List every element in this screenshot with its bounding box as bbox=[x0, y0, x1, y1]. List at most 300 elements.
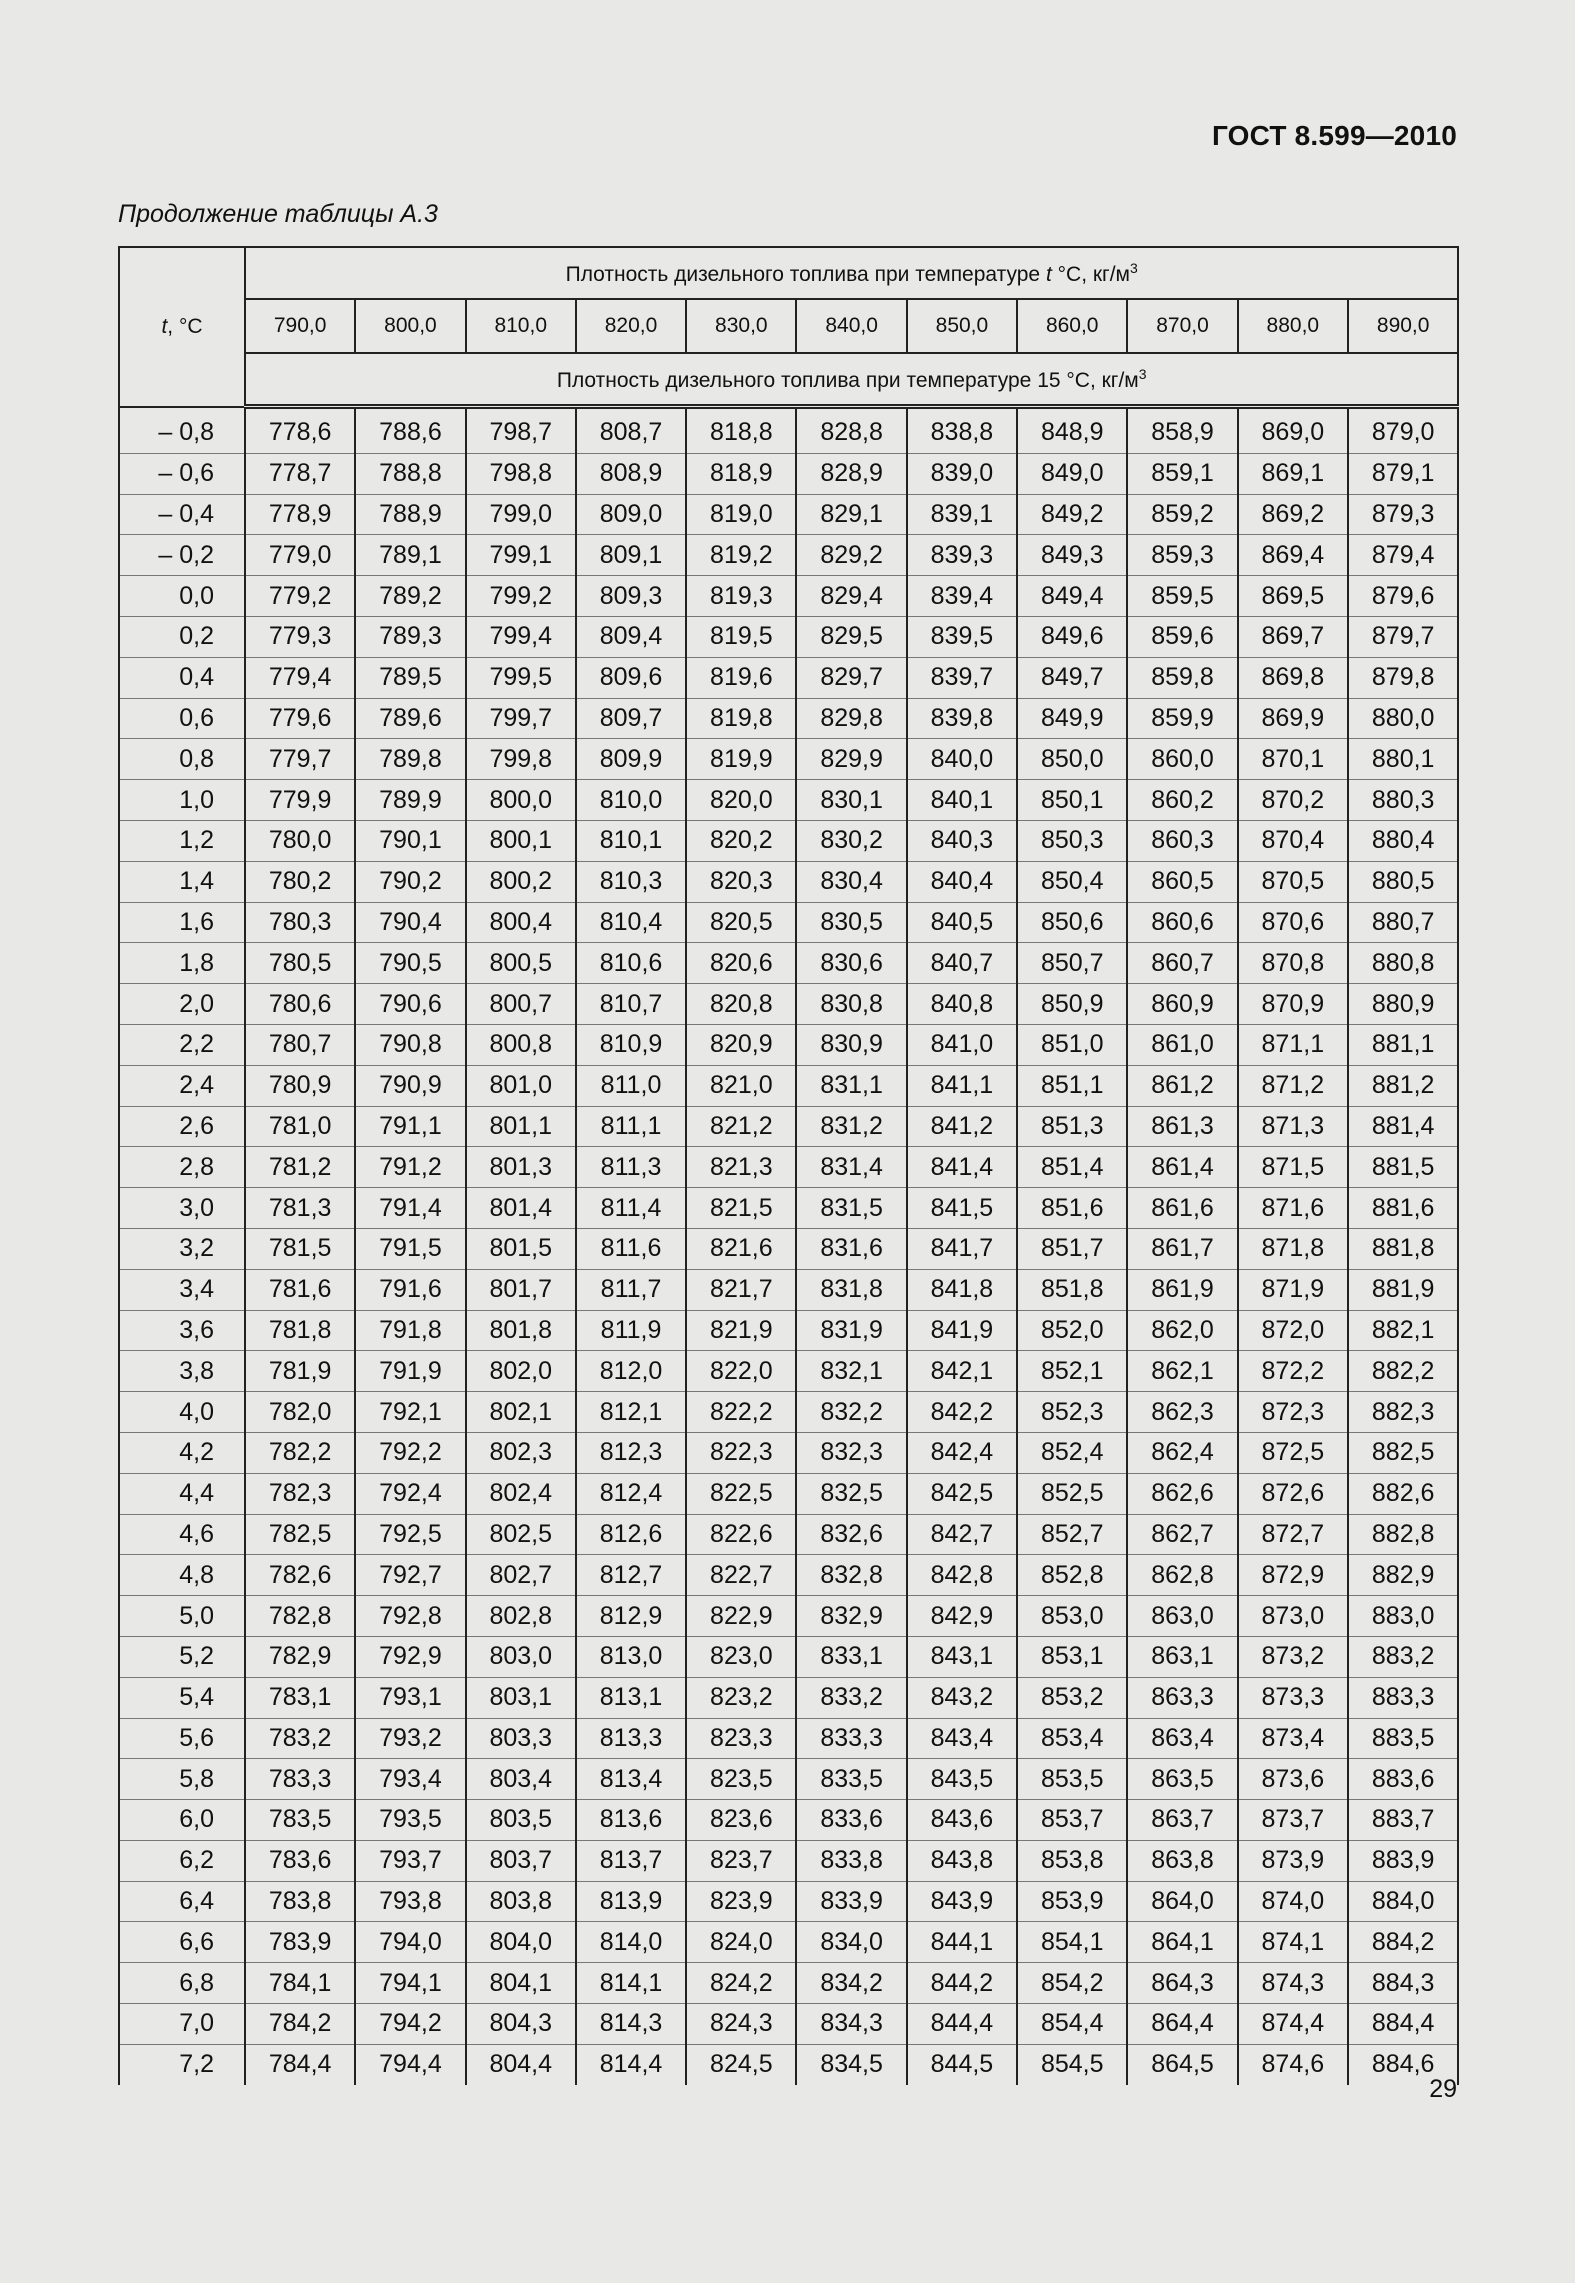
density-cell: 822,2 bbox=[686, 1392, 796, 1433]
column-header-density: 850,0 bbox=[907, 299, 1017, 353]
table-row bbox=[119, 1432, 1458, 1473]
density-cell: 790,4 bbox=[355, 902, 465, 943]
density-cell: 812,1 bbox=[576, 1392, 686, 1433]
density-cell: 842,1 bbox=[907, 1351, 1017, 1392]
density-cell: 861,4 bbox=[1127, 1147, 1237, 1188]
density-cell: 801,5 bbox=[466, 1228, 576, 1269]
density-cell: 838,8 bbox=[907, 407, 1017, 454]
density-cell: 840,5 bbox=[907, 902, 1017, 943]
temperature-cell: 7,0 bbox=[119, 2004, 245, 2045]
table-row bbox=[119, 535, 1458, 576]
density-cell: 834,3 bbox=[796, 2004, 906, 2045]
density-cell: 792,5 bbox=[355, 1514, 465, 1555]
density-cell: 804,1 bbox=[466, 1963, 576, 2004]
density-cell: 810,9 bbox=[576, 1024, 686, 1065]
density-cell: 811,9 bbox=[576, 1310, 686, 1351]
density-cell: 793,5 bbox=[355, 1800, 465, 1841]
table-row bbox=[119, 1636, 1458, 1677]
density-cell: 780,3 bbox=[245, 902, 355, 943]
temperature-cell: 3,0 bbox=[119, 1188, 245, 1229]
density-at-t-header: Плотность дизельного топлива при температуре t °C, $кг/м^3$ bbox=[245, 247, 1458, 299]
density-cell: 780,6 bbox=[245, 984, 355, 1025]
table-row bbox=[119, 698, 1458, 739]
density-cell: 830,2 bbox=[796, 820, 906, 861]
temperature-cell: 0,6 bbox=[119, 698, 245, 739]
density-cell: 803,8 bbox=[466, 1881, 576, 1922]
density-cell: 870,4 bbox=[1238, 820, 1348, 861]
table-row bbox=[119, 1351, 1458, 1392]
density-cell: 812,6 bbox=[576, 1514, 686, 1555]
density-cell: 850,4 bbox=[1017, 861, 1127, 902]
table-row bbox=[119, 616, 1458, 657]
density-cell: 854,4 bbox=[1017, 2004, 1127, 2045]
density-cell: 779,4 bbox=[245, 657, 355, 698]
density-cell: 824,0 bbox=[686, 1922, 796, 1963]
density-cell: 881,4 bbox=[1348, 1106, 1458, 1147]
density-cell: 880,3 bbox=[1348, 780, 1458, 821]
density-cell: 792,4 bbox=[355, 1473, 465, 1514]
density-cell: 853,0 bbox=[1017, 1596, 1127, 1637]
temperature-cell: 2,8 bbox=[119, 1147, 245, 1188]
density-cell: 801,0 bbox=[466, 1065, 576, 1106]
density-cell: 873,6 bbox=[1238, 1759, 1348, 1800]
density-cell: 851,6 bbox=[1017, 1188, 1127, 1229]
density-cell: 792,8 bbox=[355, 1596, 465, 1637]
table-row bbox=[119, 1800, 1458, 1841]
density-cell: 832,2 bbox=[796, 1392, 906, 1433]
density-cell: 852,1 bbox=[1017, 1351, 1127, 1392]
density-cell: 803,3 bbox=[466, 1718, 576, 1759]
density-cell: 778,9 bbox=[245, 494, 355, 535]
temperature-cell: – 0,8 bbox=[119, 407, 245, 454]
density-cell: 839,5 bbox=[907, 616, 1017, 657]
density-cell: 839,8 bbox=[907, 698, 1017, 739]
density-cell: 843,8 bbox=[907, 1840, 1017, 1881]
density-cell: 849,4 bbox=[1017, 576, 1127, 617]
density-cell: 779,7 bbox=[245, 739, 355, 780]
column-header-density: 890,0 bbox=[1348, 299, 1458, 353]
density-cell: 792,9 bbox=[355, 1636, 465, 1677]
column-header-density: 860,0 bbox=[1017, 299, 1127, 353]
density-cell: 822,5 bbox=[686, 1473, 796, 1514]
density-cell: 861,0 bbox=[1127, 1024, 1237, 1065]
density-cell: 850,9 bbox=[1017, 984, 1127, 1025]
density-cell: 880,4 bbox=[1348, 820, 1458, 861]
density-cell: 839,0 bbox=[907, 453, 1017, 494]
temperature-cell: 6,0 bbox=[119, 1800, 245, 1841]
table-row bbox=[119, 2004, 1458, 2045]
density-cell: 853,2 bbox=[1017, 1677, 1127, 1718]
density-cell: 791,4 bbox=[355, 1188, 465, 1229]
density-cell: 780,0 bbox=[245, 820, 355, 861]
density-cell: 799,7 bbox=[466, 698, 576, 739]
density-cell: 781,9 bbox=[245, 1351, 355, 1392]
density-cell: 830,8 bbox=[796, 984, 906, 1025]
density-cell: 819,0 bbox=[686, 494, 796, 535]
density-cell: 820,0 bbox=[686, 780, 796, 821]
density-cell: 799,4 bbox=[466, 616, 576, 657]
column-header-density: 820,0 bbox=[576, 299, 686, 353]
density-cell: 831,4 bbox=[796, 1147, 906, 1188]
density-cell: 813,9 bbox=[576, 1881, 686, 1922]
density-cell: 813,7 bbox=[576, 1840, 686, 1881]
density-cell: 800,4 bbox=[466, 902, 576, 943]
density-cell: 860,6 bbox=[1127, 902, 1237, 943]
density-cell: 783,9 bbox=[245, 1922, 355, 1963]
density-cell: 859,2 bbox=[1127, 494, 1237, 535]
density-cell: 863,3 bbox=[1127, 1677, 1237, 1718]
table-row bbox=[119, 820, 1458, 861]
density-cell: 881,6 bbox=[1348, 1188, 1458, 1229]
density-cell: 790,5 bbox=[355, 943, 465, 984]
density-cell: 810,6 bbox=[576, 943, 686, 984]
density-cell: 832,3 bbox=[796, 1432, 906, 1473]
table-row bbox=[119, 1718, 1458, 1759]
density-cell: 794,0 bbox=[355, 1922, 465, 1963]
temperature-cell: 2,4 bbox=[119, 1065, 245, 1106]
density-cell: 803,1 bbox=[466, 1677, 576, 1718]
density-cell: 849,2 bbox=[1017, 494, 1127, 535]
density-cell: 853,9 bbox=[1017, 1881, 1127, 1922]
table-row bbox=[119, 407, 1458, 454]
density-cell: 869,2 bbox=[1238, 494, 1348, 535]
density-cell: 849,7 bbox=[1017, 657, 1127, 698]
density-cell: 789,3 bbox=[355, 616, 465, 657]
density-cell: 844,4 bbox=[907, 2004, 1017, 2045]
temperature-cell: 2,0 bbox=[119, 984, 245, 1025]
density-cell: 872,5 bbox=[1238, 1432, 1348, 1473]
density-cell: 834,0 bbox=[796, 1922, 906, 1963]
density-cell: 864,3 bbox=[1127, 1963, 1237, 2004]
density-cell: 802,1 bbox=[466, 1392, 576, 1433]
density-cell: 809,9 bbox=[576, 739, 686, 780]
density-cell: 833,8 bbox=[796, 1840, 906, 1881]
table-row bbox=[119, 1269, 1458, 1310]
density-cell: 881,1 bbox=[1348, 1024, 1458, 1065]
density-cell: 782,2 bbox=[245, 1432, 355, 1473]
density-cell: 851,8 bbox=[1017, 1269, 1127, 1310]
temperature-cell: 5,4 bbox=[119, 1677, 245, 1718]
density-cell: 841,8 bbox=[907, 1269, 1017, 1310]
density-cell: 861,3 bbox=[1127, 1106, 1237, 1147]
density-cell: 844,2 bbox=[907, 1963, 1017, 2004]
density-cell: 870,9 bbox=[1238, 984, 1348, 1025]
density-cell: 884,6 bbox=[1348, 2044, 1458, 2084]
density-cell: 853,4 bbox=[1017, 1718, 1127, 1759]
density-cell: 883,3 bbox=[1348, 1677, 1458, 1718]
density-cell: 872,9 bbox=[1238, 1555, 1348, 1596]
density-cell: 779,9 bbox=[245, 780, 355, 821]
density-cell: 862,0 bbox=[1127, 1310, 1237, 1351]
temperature-cell: 1,8 bbox=[119, 943, 245, 984]
density-cell: 822,7 bbox=[686, 1555, 796, 1596]
density-cell: 883,0 bbox=[1348, 1596, 1458, 1637]
table-row bbox=[119, 1228, 1458, 1269]
density-cell: 804,4 bbox=[466, 2044, 576, 2084]
density-cell: 829,7 bbox=[796, 657, 906, 698]
density-cell: 842,5 bbox=[907, 1473, 1017, 1514]
density-cell: 810,0 bbox=[576, 780, 686, 821]
temperature-cell: 2,2 bbox=[119, 1024, 245, 1065]
density-cell: 821,5 bbox=[686, 1188, 796, 1229]
density-cell: 823,7 bbox=[686, 1840, 796, 1881]
density-cell: 879,7 bbox=[1348, 616, 1458, 657]
density-cell: 871,5 bbox=[1238, 1147, 1348, 1188]
table-row bbox=[119, 1881, 1458, 1922]
density-cell: 794,2 bbox=[355, 2004, 465, 2045]
density-cell: 870,1 bbox=[1238, 739, 1348, 780]
density-cell: 788,9 bbox=[355, 494, 465, 535]
density-cell: 829,1 bbox=[796, 494, 906, 535]
density-cell: 882,3 bbox=[1348, 1392, 1458, 1433]
density-cell: 859,3 bbox=[1127, 535, 1237, 576]
table-row bbox=[119, 1555, 1458, 1596]
density-cell: 803,5 bbox=[466, 1800, 576, 1841]
density-cell: 791,6 bbox=[355, 1269, 465, 1310]
density-cell: 824,2 bbox=[686, 1963, 796, 2004]
density-cell: 821,9 bbox=[686, 1310, 796, 1351]
density-cell: 782,8 bbox=[245, 1596, 355, 1637]
density-cell: 870,2 bbox=[1238, 780, 1348, 821]
density-cell: 863,0 bbox=[1127, 1596, 1237, 1637]
density-cell: 790,9 bbox=[355, 1065, 465, 1106]
density-cell: 859,8 bbox=[1127, 657, 1237, 698]
density-cell: 800,0 bbox=[466, 780, 576, 821]
density-cell: 789,9 bbox=[355, 780, 465, 821]
density-cell: 803,4 bbox=[466, 1759, 576, 1800]
density-cell: 860,7 bbox=[1127, 943, 1237, 984]
density-cell: 793,7 bbox=[355, 1840, 465, 1881]
column-header-density: 880,0 bbox=[1238, 299, 1348, 353]
density-cell: 884,0 bbox=[1348, 1881, 1458, 1922]
density-cell: 882,2 bbox=[1348, 1351, 1458, 1392]
density-cell: 829,2 bbox=[796, 535, 906, 576]
density-cell: 851,7 bbox=[1017, 1228, 1127, 1269]
density-cell: 819,6 bbox=[686, 657, 796, 698]
density-cell: 842,4 bbox=[907, 1432, 1017, 1473]
temperature-cell: 5,2 bbox=[119, 1636, 245, 1677]
table-row bbox=[119, 1963, 1458, 2004]
density-cell: 883,2 bbox=[1348, 1636, 1458, 1677]
density-cell: 839,3 bbox=[907, 535, 1017, 576]
density-cell: 791,1 bbox=[355, 1106, 465, 1147]
density-cell: 800,8 bbox=[466, 1024, 576, 1065]
density-cell: 781,8 bbox=[245, 1310, 355, 1351]
density-cell: 884,2 bbox=[1348, 1922, 1458, 1963]
density-cell: 862,4 bbox=[1127, 1432, 1237, 1473]
density-cell: 854,2 bbox=[1017, 1963, 1127, 2004]
density-cell: 779,3 bbox=[245, 616, 355, 657]
density-cell: 813,4 bbox=[576, 1759, 686, 1800]
density-cell: 870,8 bbox=[1238, 943, 1348, 984]
density-cell: 781,6 bbox=[245, 1269, 355, 1310]
density-cell: 879,1 bbox=[1348, 453, 1458, 494]
table-row bbox=[119, 902, 1458, 943]
density-cell: 852,0 bbox=[1017, 1310, 1127, 1351]
density-cell: 820,6 bbox=[686, 943, 796, 984]
density-cell: 869,7 bbox=[1238, 616, 1348, 657]
density-cell: 841,7 bbox=[907, 1228, 1017, 1269]
density-cell: 802,4 bbox=[466, 1473, 576, 1514]
density-cell: 829,8 bbox=[796, 698, 906, 739]
density-cell: 839,4 bbox=[907, 576, 1017, 617]
density-cell: 872,2 bbox=[1238, 1351, 1348, 1392]
density-cell: 851,0 bbox=[1017, 1024, 1127, 1065]
density-cell: 819,2 bbox=[686, 535, 796, 576]
table-row bbox=[119, 984, 1458, 1025]
density-cell: 830,9 bbox=[796, 1024, 906, 1065]
density-cell: 782,0 bbox=[245, 1392, 355, 1433]
density-cell: 862,8 bbox=[1127, 1555, 1237, 1596]
density-cell: 852,5 bbox=[1017, 1473, 1127, 1514]
density-cell: 839,1 bbox=[907, 494, 1017, 535]
density-cell: 884,3 bbox=[1348, 1963, 1458, 2004]
density-cell: 804,0 bbox=[466, 1922, 576, 1963]
density-cell: 821,3 bbox=[686, 1147, 796, 1188]
density-cell: 800,2 bbox=[466, 861, 576, 902]
density-cell: 798,7 bbox=[466, 407, 576, 454]
density-cell: 822,0 bbox=[686, 1351, 796, 1392]
table-row bbox=[119, 576, 1458, 617]
density-cell: 780,7 bbox=[245, 1024, 355, 1065]
density-cell: 842,7 bbox=[907, 1514, 1017, 1555]
density-cell: 782,6 bbox=[245, 1555, 355, 1596]
density-cell: 881,5 bbox=[1348, 1147, 1458, 1188]
density-cell: 840,3 bbox=[907, 820, 1017, 861]
density-cell: 820,9 bbox=[686, 1024, 796, 1065]
density-cell: 800,5 bbox=[466, 943, 576, 984]
density-cell: 834,2 bbox=[796, 1963, 906, 2004]
density-cell: 864,1 bbox=[1127, 1922, 1237, 1963]
density-cell: 862,7 bbox=[1127, 1514, 1237, 1555]
density-cell: 852,7 bbox=[1017, 1514, 1127, 1555]
density-cell: 821,0 bbox=[686, 1065, 796, 1106]
density-cell: 843,4 bbox=[907, 1718, 1017, 1759]
density-cell: 849,0 bbox=[1017, 453, 1127, 494]
density-cell: 871,2 bbox=[1238, 1065, 1348, 1106]
density-cell: 789,2 bbox=[355, 576, 465, 617]
density-cell: 790,1 bbox=[355, 820, 465, 861]
density-cell: 783,5 bbox=[245, 1800, 355, 1841]
density-cell: 811,3 bbox=[576, 1147, 686, 1188]
density-cell: 881,9 bbox=[1348, 1269, 1458, 1310]
density-cell: 813,6 bbox=[576, 1800, 686, 1841]
density-cell: 829,4 bbox=[796, 576, 906, 617]
density-cell: 874,6 bbox=[1238, 2044, 1348, 2084]
density-cell: 782,5 bbox=[245, 1514, 355, 1555]
density-cell: 829,9 bbox=[796, 739, 906, 780]
density-cell: 831,5 bbox=[796, 1188, 906, 1229]
page-number: 29 bbox=[1429, 2075, 1457, 2103]
density-cell: 813,1 bbox=[576, 1677, 686, 1718]
density-cell: 802,5 bbox=[466, 1514, 576, 1555]
density-cell: 870,6 bbox=[1238, 902, 1348, 943]
density-cell: 804,3 bbox=[466, 2004, 576, 2045]
density-cell: 831,1 bbox=[796, 1065, 906, 1106]
density-cell: 882,6 bbox=[1348, 1473, 1458, 1514]
table-row bbox=[119, 1759, 1458, 1800]
table-row bbox=[119, 657, 1458, 698]
density-cell: 833,1 bbox=[796, 1636, 906, 1677]
density-cell: 830,5 bbox=[796, 902, 906, 943]
density-cell: 792,2 bbox=[355, 1432, 465, 1473]
density-cell: 858,9 bbox=[1127, 407, 1237, 454]
density-cell: 884,4 bbox=[1348, 2004, 1458, 2045]
density-cell: 784,4 bbox=[245, 2044, 355, 2084]
temperature-cell: 5,6 bbox=[119, 1718, 245, 1759]
density-cell: 799,8 bbox=[466, 739, 576, 780]
density-cell: 843,5 bbox=[907, 1759, 1017, 1800]
density-cell: 812,3 bbox=[576, 1432, 686, 1473]
density-cell: 820,3 bbox=[686, 861, 796, 902]
column-header-density: 840,0 bbox=[796, 299, 906, 353]
density-cell: 880,9 bbox=[1348, 984, 1458, 1025]
table-row bbox=[119, 1922, 1458, 1963]
density-cell: 880,1 bbox=[1348, 739, 1458, 780]
density-cell: 814,1 bbox=[576, 1963, 686, 2004]
density-cell: 782,3 bbox=[245, 1473, 355, 1514]
density-cell: 800,7 bbox=[466, 984, 576, 1025]
density-cell: 853,7 bbox=[1017, 1800, 1127, 1841]
density-cell: 874,3 bbox=[1238, 1963, 1348, 2004]
temperature-cell: 6,8 bbox=[119, 1963, 245, 2004]
density-cell: 793,2 bbox=[355, 1718, 465, 1759]
density-cell: 811,0 bbox=[576, 1065, 686, 1106]
density-cell: 789,5 bbox=[355, 657, 465, 698]
table-row bbox=[119, 1310, 1458, 1351]
density-cell: 823,9 bbox=[686, 1881, 796, 1922]
density-cell: 852,4 bbox=[1017, 1432, 1127, 1473]
density-cell: 850,0 bbox=[1017, 739, 1127, 780]
density-cell: 809,0 bbox=[576, 494, 686, 535]
temperature-cell: – 0,4 bbox=[119, 494, 245, 535]
density-cell: 841,2 bbox=[907, 1106, 1017, 1147]
density-cell: 882,8 bbox=[1348, 1514, 1458, 1555]
column-header-density: 810,0 bbox=[466, 299, 576, 353]
density-cell: 781,0 bbox=[245, 1106, 355, 1147]
density-cell: 843,6 bbox=[907, 1800, 1017, 1841]
density-cell: 860,5 bbox=[1127, 861, 1237, 902]
table-row bbox=[119, 739, 1458, 780]
temperature-cell: – 0,6 bbox=[119, 453, 245, 494]
temperature-cell: 0,0 bbox=[119, 576, 245, 617]
density-cell: 863,4 bbox=[1127, 1718, 1237, 1759]
density-cell: 783,8 bbox=[245, 1881, 355, 1922]
density-cell: 840,7 bbox=[907, 943, 1017, 984]
density-cell: 791,5 bbox=[355, 1228, 465, 1269]
density-cell: 851,1 bbox=[1017, 1065, 1127, 1106]
density-cell: 844,5 bbox=[907, 2044, 1017, 2084]
table-row bbox=[119, 1840, 1458, 1881]
t-column-header: t, °C bbox=[119, 247, 245, 407]
table-row bbox=[119, 1024, 1458, 1065]
temperature-cell: 4,4 bbox=[119, 1473, 245, 1514]
density-cell: 881,2 bbox=[1348, 1065, 1458, 1106]
density-cell: 798,8 bbox=[466, 453, 576, 494]
density-cell: 790,6 bbox=[355, 984, 465, 1025]
density-cell: 809,6 bbox=[576, 657, 686, 698]
density-cell: 814,0 bbox=[576, 1922, 686, 1963]
density-cell: 880,5 bbox=[1348, 861, 1458, 902]
density-cell: 809,3 bbox=[576, 576, 686, 617]
density-cell: 811,7 bbox=[576, 1269, 686, 1310]
density-cell: 872,7 bbox=[1238, 1514, 1348, 1555]
density-cell: 831,6 bbox=[796, 1228, 906, 1269]
density-cell: 821,7 bbox=[686, 1269, 796, 1310]
density-cell: 778,7 bbox=[245, 453, 355, 494]
density-cell: 879,4 bbox=[1348, 535, 1458, 576]
density-cell: 811,4 bbox=[576, 1188, 686, 1229]
